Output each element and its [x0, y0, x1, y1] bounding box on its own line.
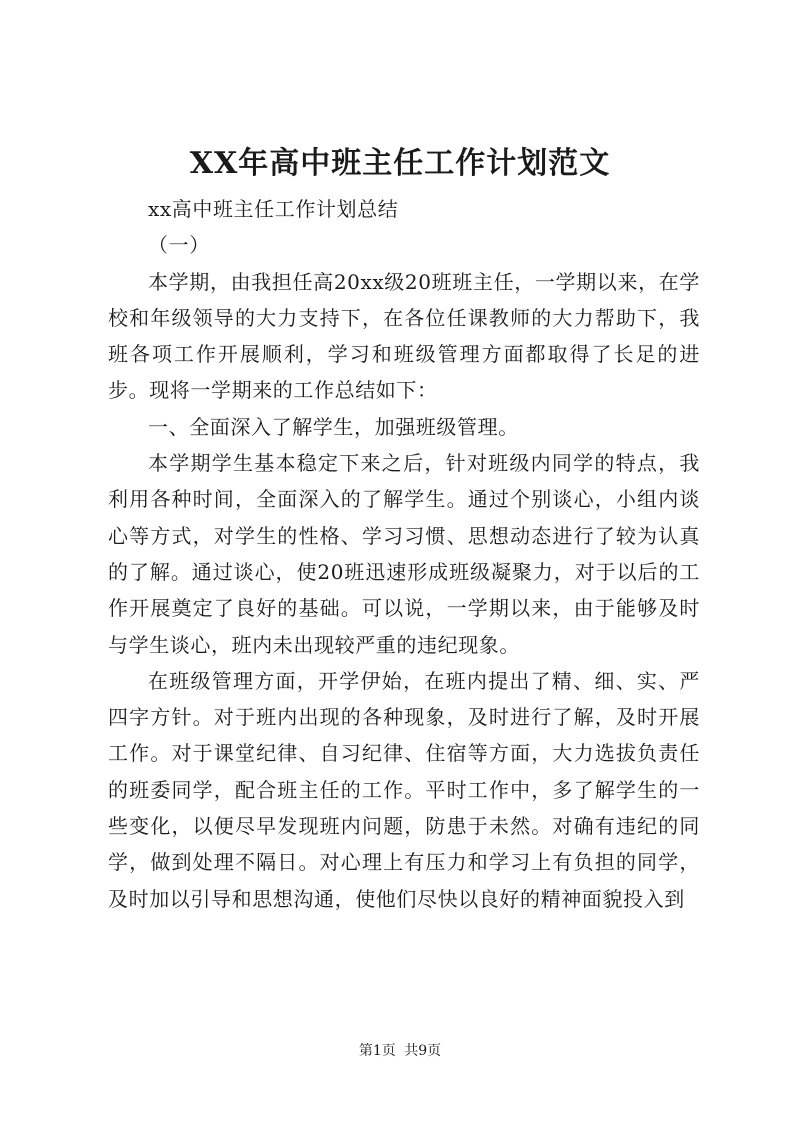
paragraph-intro: 本学期，由我担任高20xx级20班班主任，一学期以来，在学校和年级领导的大力支持下，在各位任课教师的大力帮助下，我班各项工作开展顺利，学习和班级管理方面都取得了长足的进步。现将一学期来的工作总结如下：: [108, 269, 700, 403]
page-total: 共9页: [404, 1043, 442, 1059]
page-number: 第1页: [358, 1043, 396, 1059]
paragraph-subtitle: xx高中班主任工作计划总结: [148, 197, 399, 221]
paragraph-section-number: （一）: [148, 233, 210, 258]
document-title: XX年高中班主任工作计划范文: [189, 146, 611, 181]
paragraph-understanding-students: 本学期学生基本稳定下来之后，针对班级内同学的特点，我利用各种时间，全面深入的了解学生。通过个别谈心，小组内谈心等方式，对学生的性格、学习习惯、思想动态进行了较为认真的了解。通过谈心，使20班迅速形成班级凝聚力，对于以后的工作开展奠定了良好的基础。可以说，一学期以来，由于能够及时与学生谈心，班内未出现较严重的违纪现象。: [108, 451, 700, 657]
paragraph-class-management: 在班级管理方面，开学伊始，在班内提出了精、细、实、严四字方针。对于班内出现的各种现象，及时进行了解，及时开展工作。对于课堂纪律、自习纪律、住宿等方面，大力选拔负责任的班委同学，配合班主任的工作。平时工作中，多了解学生的一些变化，以便尽早发现班内问题，防患于未然。对确有违纪的同学，做到处理不隔日。对心理上有压力和学习上有负担的同学，及时加以引导和思想沟通，使他们尽快以良好的精神面貌投入到: [108, 668, 700, 911]
document-body: [108, 191, 700, 917]
page-footer: [0, 1040, 800, 1062]
paragraph-heading-one: 一、全面深入了解学生，加强班级管理。: [148, 414, 519, 439]
